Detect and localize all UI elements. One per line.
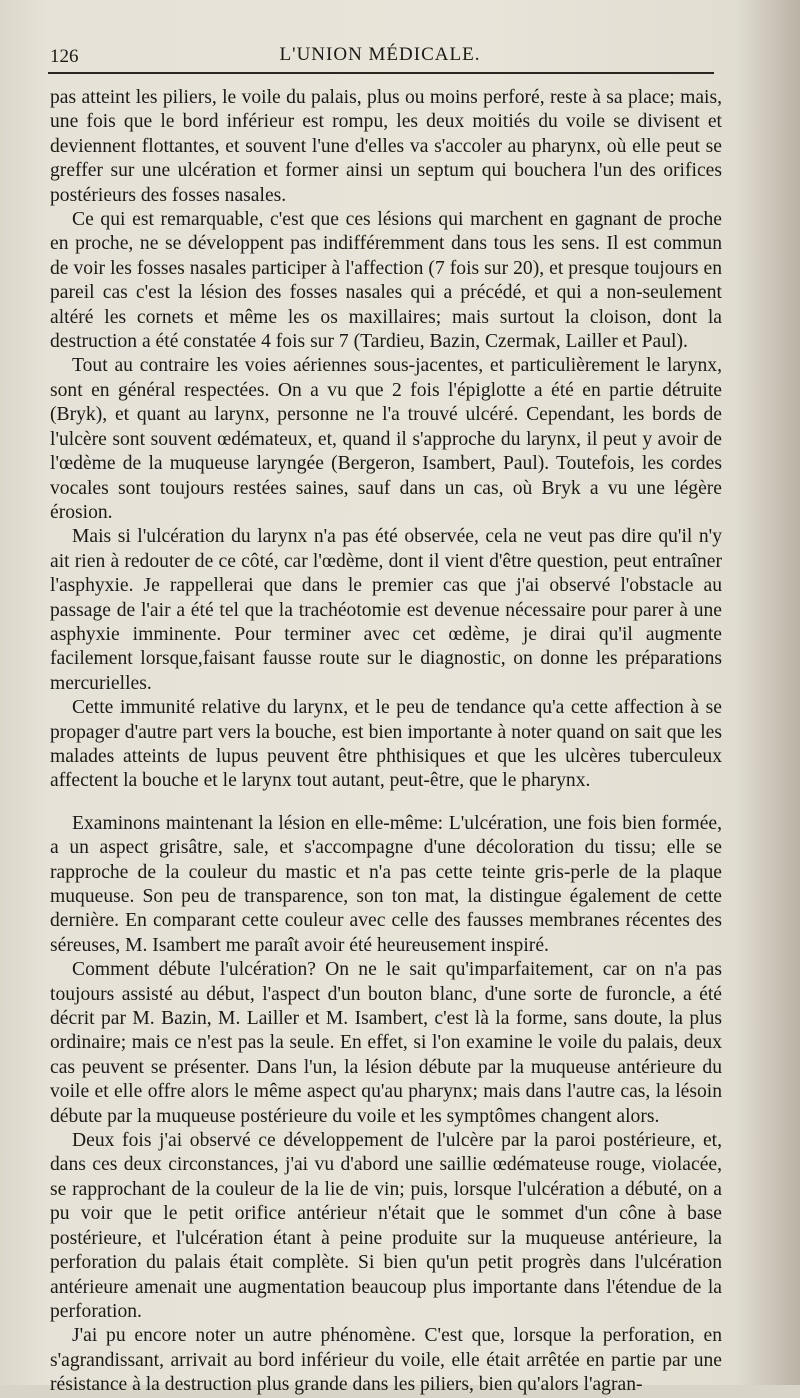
- page-number: 126: [50, 46, 79, 67]
- paragraph: J'ai pu encore noter un autre phénomène. C'est que, lorsque la perforation, en s'agrandissant, arrivait au bord inférieur du voile, elle était arrêtée en partie par une résistance à la destruction plus grande dans les piliers, bien qu'alors l'agran-: [50, 1325, 722, 1396]
- paragraph: Mais si l'ulcération du larynx n'a pas été observée, cela ne veut pas dire qu'il n'y ait rien à redouter de ce côté, car l'œdème, dont il vient d'être question, peut entraîner l'asphyxie. Je rappellerai que dans le premier cas que j'ai observé l'obstacle au passage de l'air a été tel que la trachéotomie est devenue nécessaire pour parer à une asphyxie imminente. Pour terminer avec cet œdème, je dirai qu'il augmente facilement lorsque,faisant fausse route sur le diagnostic, on donne les préparations mercurielles.: [50, 526, 722, 694]
- page-header: [48, 40, 712, 70]
- running-title: L'UNION MÉDICALE.: [279, 44, 481, 65]
- paragraph-continuation: pas atteint les piliers, le voile du palais, plus ou moins perforé, reste à sa place; mais, une fois que le bord inférieur est rompu, les deux moitiés du voile se divisent et deviennent flottantes, et souvent l'une d'elles va s'accoler au pharynx, où elle peut se greffer sur une ulcération et former ainsi un septum qui bouchera l'un des orifices postérieurs des fosses nasales.: [50, 87, 722, 206]
- paragraph: Ce qui est remarquable, c'est que ces lésions qui marchent en gagnant de proche en proche, ne se développent pas indifféremment dans tous les sens. Il est commun de voir les fosses nasales participer à l'affection (7 fois sur 20), et presque toujours en pareil cas c'est la lésion des fosses nasales qui a précédé, et qui a non-seulement altéré les cornets et même les os maxillaires; mais surtout la cloison, dont la destruction a été constatée 4 fois sur 7 (Tardieu, Bazin, Czermak, Lailler et Paul).: [50, 209, 722, 353]
- paragraph: Cette immunité relative du larynx, et le peu de tendance qu'a cette affection à se propager d'autre part vers la bouche, est bien importante à noter quand on sait que les malades atteints de lupus peuvent être phthisiques et que les ulcères tuberculeux affectent la bouche et le larynx tout autant, peut-être, que le pharynx.: [50, 697, 722, 792]
- paragraph: Deux fois j'ai observé ce développement de l'ulcère par la paroi postérieure, et, dans ces deux circonstances, j'ai vu d'abord une saillie œdémateuse rouge, violacée, se rapprochant de la couleur de la lie de vin; puis, lorsque l'ulcération a débuté, on a pu voir que le petit orifice antérieur n'était que le sommet d'un cône à base postérieure, et l'ulcération étant à peine produite sur la muqueuse antérieure, la perforation du palais était complète. Si bien qu'un petit progrès dans l'ulcération antérieure amenait une augmentation beaucoup plus importante dans l'étendue de la perforation.: [50, 1130, 722, 1322]
- paragraph: Examinons maintenant la lésion en elle-même: L'ulcération, une fois bien formée, a un aspect grisâtre, sale, et s'accompagne d'une décoloration du tissu; elle se rapproche de la couleur du mastic et n'a pas cette teinte gris-perle de la plaque muqueuse. Son peu de transparence, son ton mat, la distingue également de cette dernière. En comparant cette couleur avec celle des fausses membranes récentes des séreuses, M. Isambert me paraît avoir été heureusement inspiré.: [50, 812, 722, 956]
- paragraph: Comment débute l'ulcération? On ne le sait qu'imparfaitement, car on n'a pas toujours assisté au début, l'aspect d'un bouton blanc, d'une sorte de furoncle, a été décrit par M. Bazin, M. Lailler et M. Isambert, c'est là la forme, sans doute, la plus ordinaire; mais ce n'est pas la seule. En effet, si l'on examine le voile du palais, deux cas peuvent se présenter. Dans l'un, la lésion débute par la muqueuse antérieure du voile et elle offre alors le même aspect qu'au pharynx; mais dans l'autre cas, la lésoin débute par la muqueuse postérieure du voile et les symptômes changent alors.: [50, 959, 722, 1127]
- paragraph: Tout au contraire les voies aériennes sous-jacentes, et particulièrement le larynx, sont en général respectées. On a vu que 2 fois l'épiglotte a été en partie détruite (Bryk), et quant au larynx, personne ne l'a trouvé ulcéré. Cependant, les bords de l'ulcère sont souvent œdémateux, et, quand il s'approche du larynx, il peut y avoir de l'œdème de la muqueuse laryngée (Bergeron, Isambert, Paul). Toutefois, les cordes vocales sont toujours restées saines, sauf dans un cas, où Bryk a vu une légère érosion.: [50, 355, 722, 523]
- article-body: [50, 86, 722, 1398]
- header-rule: [48, 72, 714, 74]
